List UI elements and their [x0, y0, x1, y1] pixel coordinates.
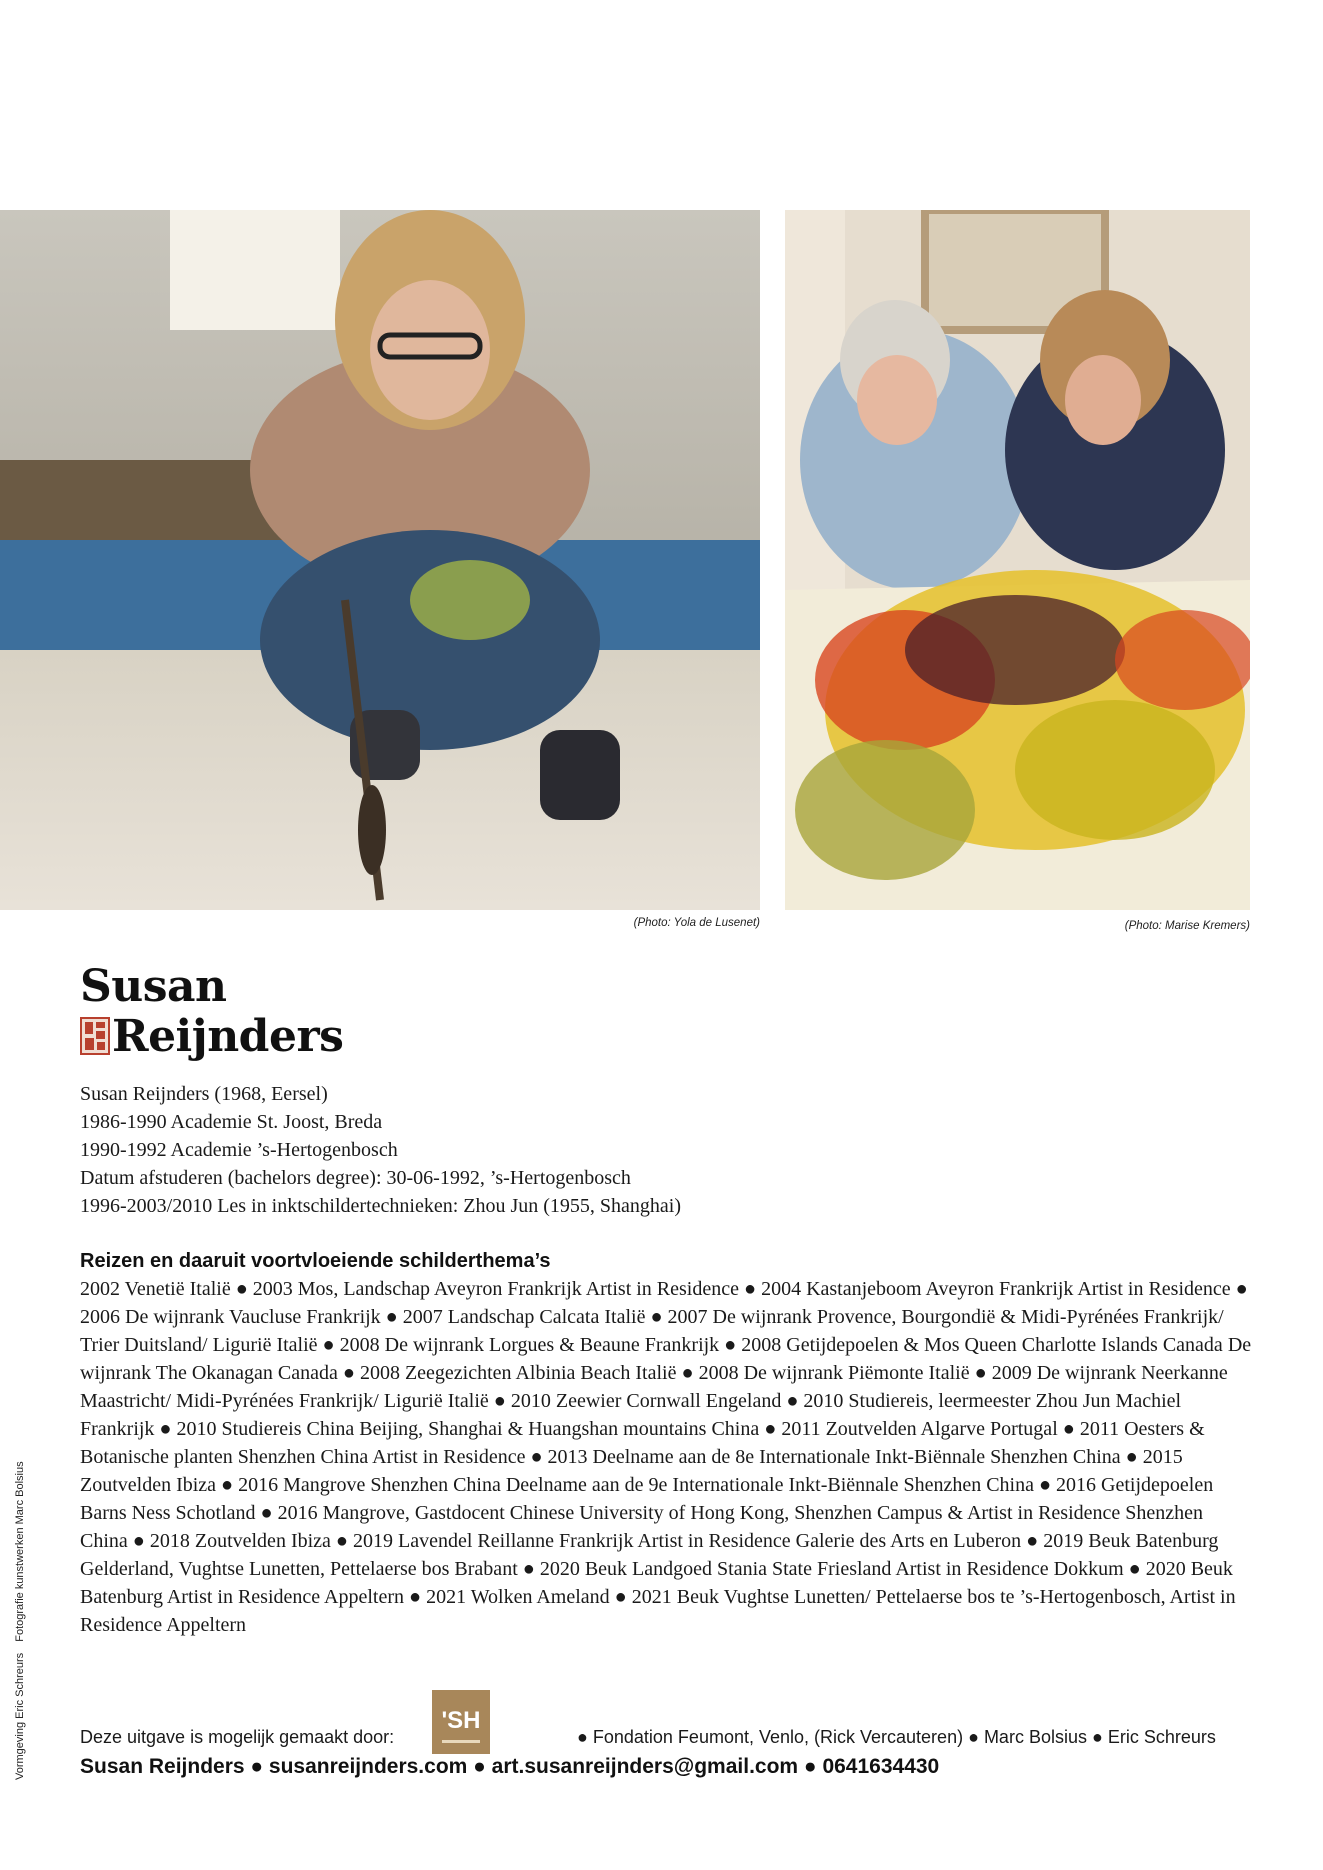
design-credit: Vormgeving Eric Schreurs: [14, 1652, 26, 1780]
seal-stamp-icon: [80, 1017, 110, 1055]
sh-logo-text: 'SH: [441, 1707, 481, 1734]
credits-line: [80, 1727, 1280, 1748]
photo-artists-painting-table: [785, 210, 1250, 910]
side-credit: [14, 1453, 26, 1780]
bio-line: 1990-1992 Academie ’s-Hertogenbosch: [80, 1139, 398, 1161]
credits-intro: Deze uitgave is mogelijk gemaakt door:: [80, 1727, 395, 1747]
bio-line: 1996-2003/2010 Les in inktschildertechnieken: Zhou Jun (1955, Shanghai): [80, 1195, 682, 1217]
bio-line: Datum afstuderen (bachelors degree): 30-06-1992, ’s-Hertogenbosch: [80, 1167, 631, 1189]
artist-first-name: Susan: [80, 961, 227, 1012]
travels-text: 2002 Venetië Italië ● 2003 Mos, Landschap Aveyron Frankrijk Artist in Residence ● 2004 Kastanjeboom Aveyron Frankrijk Artist in Residence ● 2006 De wijnrank Vaucluse Frankrijk ● 2007 Landschap Calcata Italië ● 2007 De wijnrank Provence, Bourgondië & Midi-Pyrénées Frankrijk/ Trier Duitsland/ Ligurië Italië ● 2008 De wijnrank Lorgues & Beaune Frankrijk ● 2008 Getijdepoelen & Mos Queen Charlotte Islands Canada De wijnrank The Okanagan Canada ● 2008 Zeegezichten Albinia Beach Italië ● 2008 De wijnrank Piëmonte Italië ● 2009 De wijnrank Neerkanne Maastricht/ Midi-Pyrénées Frankrijk/ Ligurië Italië ● 2010 Zeewier Cornwall Engeland ● 2010 Studiereis, leermeester Zhou Jun Machiel Frankrijk ● 2010 Studiereis China Beijing, Shanghai & Huangshan mountains China ● 2011 Zoutvelden Algarve Portugal ● 2011 Oesters & Botanische planten Shenzhen China Artist in Residence ● 2013 Deelname aan de 8e Internationale Inkt-Biënnale Shenzhen China ● 2015 Zoutvelden Ibiza ● 2016 Mangrove Shenzhen China Deelname aan de 9e Internationale Inkt-Biënnale Shenzhen China ● 2016 Getijdepoelen Barns Ness Schotland ● 2016 Mangrove, Gastdocent Chinese University of Hong Kong, Shenzhen Campus & Artist in Residence Shenzhen China ● 2018 Zoutvelden Ibiza ● 2019 Lavendel Reillanne Frankrijk Artist in Residence Galerie des Arts en Luberon ● 2019 Beuk Batenburg Gelderland, Vughtse Lunetten, Pettelaerse bos Brabant ● 2020 Beuk Landgoed Stania State Friesland Artist in Residence Dokkum ● 2020 Beuk Batenburg Artist in Residence Appeltern ● 2021 Wolken Ameland ● 2021 Beuk Vughtse Lunetten/ Pettelaerse bos te ’s-Hertogenbosch, Artist in Residence Appeltern: [80, 1278, 1252, 1636]
photography-credit: Fotografie kunstwerken Marc Bolsius: [14, 1461, 26, 1642]
artist-last-name: Reijnders: [112, 1011, 344, 1062]
photo-caption-right: (Photo: Marise Kremers): [1124, 920, 1250, 932]
photo-artist-painting: [0, 210, 760, 910]
travels-heading: Reizen en daaruit voortvloeiende schilderthema’s: [80, 1250, 551, 1272]
bio-line: Susan Reijnders (1968, Eersel): [80, 1083, 328, 1105]
credits-sponsors: ● Fondation Feumont, Venlo, (Rick Vercauteren) ● Marc Bolsius ● Eric Schreurs: [577, 1727, 1216, 1747]
sh-foundation-logo: [432, 1690, 490, 1754]
bio-block: [80, 1080, 1260, 1220]
photo-caption-left: (Photo: Yola de Lusenet): [633, 917, 760, 929]
contact-line: Susan Reijnders ● susanreijnders.com ● art.susanreijnders@gmail.com ● 0641634430: [80, 1755, 940, 1778]
bio-line: 1986-1990 Academie St. Joost, Breda: [80, 1111, 383, 1133]
